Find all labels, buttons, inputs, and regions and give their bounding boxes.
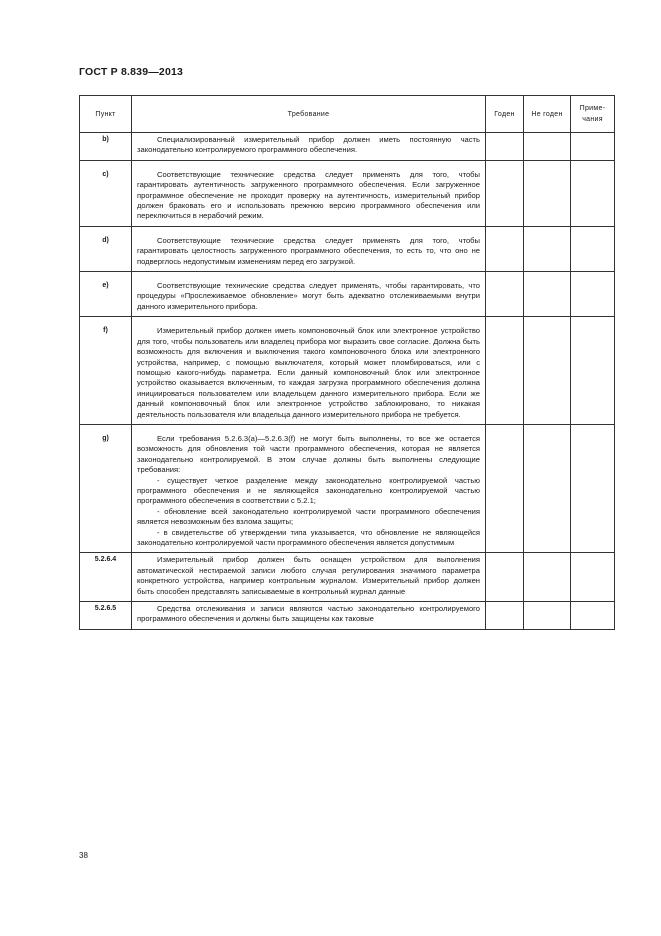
notes-header-line1: Приме- bbox=[579, 105, 606, 112]
fail-cell bbox=[524, 602, 571, 630]
requirement-paragraph: Соответствующие технические средства следует применять для того, чтобы гарантировать аутентичность загруженного программного обеспечения. Если загруженное программное обеспечение не проходит проверку на аутентичность, измерительный прибор должен браковать его и использовать прежнюю версию программного обеспечения или переключиться в нерабочий режим. bbox=[137, 169, 480, 221]
table-row bbox=[80, 602, 615, 630]
row-item-number: 5.2.6.5 bbox=[80, 602, 132, 630]
row-requirement-text bbox=[132, 317, 486, 425]
fail-cell bbox=[524, 133, 571, 161]
table-row bbox=[80, 553, 615, 602]
pass-cell bbox=[486, 317, 524, 425]
row-item-number: d) bbox=[80, 226, 132, 271]
row-item-number: f) bbox=[80, 317, 132, 425]
row-requirement-text bbox=[132, 226, 486, 271]
notes-cell bbox=[571, 133, 615, 161]
table-row bbox=[80, 133, 615, 161]
row-requirement-text bbox=[132, 602, 486, 630]
pass-cell bbox=[486, 602, 524, 630]
requirement-paragraph: Измерительный прибор должен быть оснащен устройством для выполнения автоматической нестираемой записи любого случая регулирования значимого параметра конкретного устройства, например контрольным журналом. Измерительный прибор должен быть способен представлять записываемые в контрольный журнал данные bbox=[137, 555, 480, 596]
notes-cell bbox=[571, 160, 615, 226]
table-row bbox=[80, 317, 615, 425]
requirement-paragraph: Соответствующие технические средства следует применять, чтобы гарантировать, что процедуры «Прослеживаемое обновление» могут быть адекватно отслеживаемыми внутри данного измерительного прибора. bbox=[137, 281, 480, 311]
requirement-paragraph: Специализированный измерительный прибор должен иметь постоянную часть законодательно контролируемого программного обеспечения. bbox=[137, 135, 480, 155]
pass-cell bbox=[486, 553, 524, 602]
row-requirement-text bbox=[132, 272, 486, 317]
notes-cell bbox=[571, 602, 615, 630]
table-row bbox=[80, 272, 615, 317]
row-item-number: e) bbox=[80, 272, 132, 317]
fail-cell bbox=[524, 160, 571, 226]
table-header-row bbox=[80, 96, 615, 133]
notes-header-line2: чания bbox=[582, 116, 603, 123]
column-header-fail: Не годен bbox=[524, 96, 571, 133]
notes-cell bbox=[571, 272, 615, 317]
column-header-pass: Годен bbox=[486, 96, 524, 133]
row-item-number: 5.2.6.4 bbox=[80, 553, 132, 602]
requirements-table bbox=[79, 95, 615, 630]
requirement-paragraph: Измерительный прибор должен иметь компоновочный блок или электронное устройство для того, чтобы пользователь или владелец прибора мог выразить свое согласие. Должна быть возможность для включения и выключения такого компоновочного блока или электронного устройства, например, с помощью выключателя, который может пломбироваться, или с помощью какого-нибудь параметра. Если данный компоновочный блок или электронное устройство оказывается включенным, то каждая загрузка программного обеспечения должна инициироваться пользователем или владельцем данного измерительного прибора. Если же данный компоновочный блок или электронное устройство заблокировано, то никакая деятельность пользователя или владельца данного измерительного прибора не требуется. bbox=[137, 326, 480, 419]
pass-cell bbox=[486, 160, 524, 226]
table-body bbox=[80, 133, 615, 630]
fail-cell bbox=[524, 317, 571, 425]
pass-cell bbox=[486, 424, 524, 552]
pass-cell bbox=[486, 133, 524, 161]
requirement-paragraph: Соответствующие технические средства следует применять для того, чтобы гарантировать целостность загруженного программного обеспечения, то есть то, что оно не подверглось недопустимым изменениям перед его загрузкой. bbox=[137, 235, 480, 266]
table-row bbox=[80, 226, 615, 271]
notes-cell bbox=[571, 317, 615, 425]
fail-cell bbox=[524, 553, 571, 602]
table-row bbox=[80, 424, 615, 552]
requirement-paragraph: - в свидетельстве об утверждении типа указывается, что обновление не являющейся законодательно контролируемой части программного обеспечения является допустимым bbox=[137, 527, 480, 547]
column-header-requirement: Требование bbox=[132, 96, 486, 133]
requirement-paragraph: - обновление всей законодательно контролируемой части программного обеспечения является невозможным без взлома защиты; bbox=[137, 506, 480, 527]
pass-cell bbox=[486, 272, 524, 317]
row-requirement-text bbox=[132, 160, 486, 226]
fail-cell bbox=[524, 226, 571, 271]
notes-cell bbox=[571, 553, 615, 602]
row-requirement-text bbox=[132, 133, 486, 161]
column-header-item: Пункт bbox=[80, 96, 132, 133]
notes-cell bbox=[571, 424, 615, 552]
row-item-number: c) bbox=[80, 160, 132, 226]
requirement-paragraph: Средства отслеживания и записи являются частью законодательно контролируемого программного обеспечения и должны быть защищены как таковые bbox=[137, 604, 480, 624]
notes-cell bbox=[571, 226, 615, 271]
document-title: ГОСТ Р 8.839—2013 bbox=[79, 66, 184, 78]
requirement-paragraph: Если требования 5.2.6.3(a)—5.2.6.3(f) не могут быть выполнены, то все же остается возможность для обновления той части программного обеспечения, которая не является законодательно контролируемой. В этом случае должны быть выполнены следующие требования: bbox=[137, 433, 480, 475]
requirement-paragraph: - существует четкое разделение между законодательно контролируемой частью программного обеспечения и не являющейся законодательно контролируемой частью программного обеспечения в соответствии с 5.2.1; bbox=[137, 475, 480, 506]
pass-cell bbox=[486, 226, 524, 271]
page-number: 38 bbox=[79, 851, 88, 860]
fail-cell bbox=[524, 272, 571, 317]
row-item-number: g) bbox=[80, 424, 132, 552]
row-item-number: b) bbox=[80, 133, 132, 161]
fail-cell bbox=[524, 424, 571, 552]
row-requirement-text bbox=[132, 553, 486, 602]
table-row bbox=[80, 160, 615, 226]
column-header-notes bbox=[571, 96, 615, 133]
row-requirement-text bbox=[132, 424, 486, 552]
